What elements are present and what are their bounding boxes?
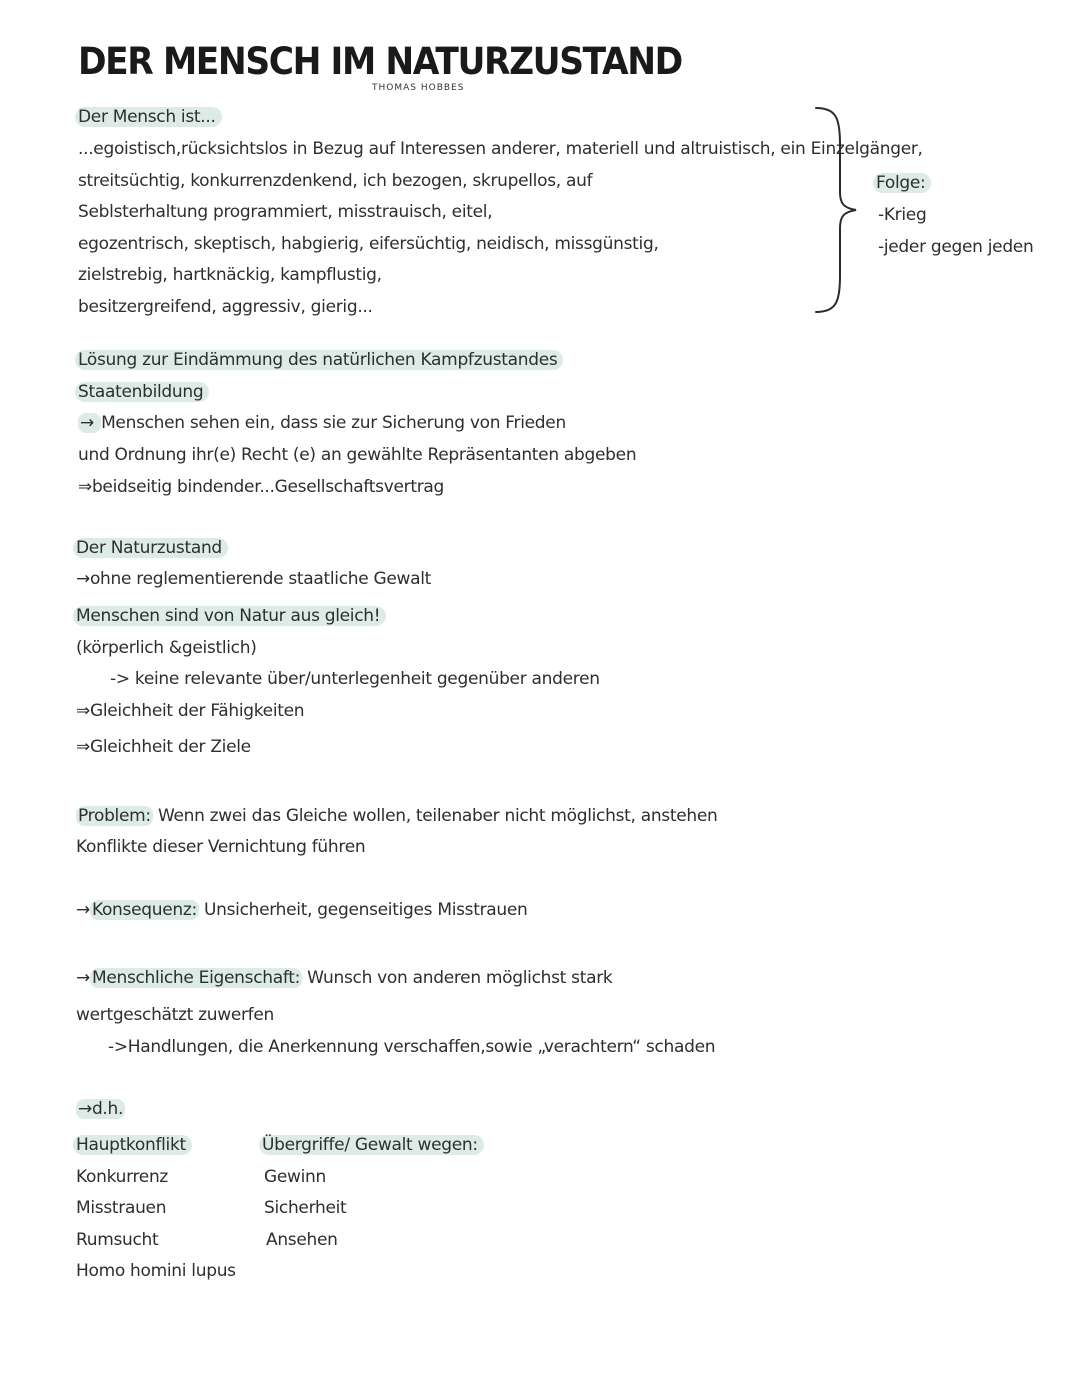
arrow-icon: → bbox=[80, 413, 100, 433]
solution-heading: Lösung zur Eindämmung des natürlichen Kampfzustandes bbox=[78, 349, 563, 371]
nature-line: (körperlich &geistlich) bbox=[76, 638, 257, 658]
right-column-item: Ansehen bbox=[266, 1230, 338, 1250]
consequence-label: Folge: bbox=[876, 172, 931, 194]
konsequenz-line: → Konsequenz: Unsicherheit, gegenseitiges Misstrauen bbox=[76, 900, 528, 920]
author-name: THOMAS HOBBES bbox=[372, 83, 465, 93]
traits-line: streitsüchtig, konkurrenzdenkend, ich bezogen, skrupellos, auf bbox=[78, 171, 593, 191]
traits-line: zielstrebig, hartknäckig, kampflustig, bbox=[78, 265, 382, 285]
right-column-item: Sicherheit bbox=[264, 1198, 347, 1218]
eigenschaft-line: ->Handlungen, die Anerkennung verschaffen,sowie „verachtern“ schaden bbox=[108, 1037, 716, 1057]
solution-line: → Menschen sehen ein, dass sie zur Sicherung von Frieden bbox=[80, 413, 566, 433]
consequence-item: -Krieg bbox=[878, 205, 927, 225]
solution-line: ⇒beidseitig bindender...Gesellschaftsvertrag bbox=[78, 477, 445, 497]
left-column-item: Rumsucht bbox=[76, 1230, 159, 1250]
right-column-heading: Übergriffe/ Gewalt wegen: bbox=[262, 1134, 484, 1156]
problem-line: Problem: Wenn zwei das Gleiche wollen, teilenaber nicht möglichst, anstehen bbox=[78, 806, 718, 826]
solution-subheading: Staatenbildung bbox=[78, 381, 209, 403]
left-column-item: Misstrauen bbox=[76, 1198, 167, 1218]
nature-line: ⇒Gleichheit der Fähigkeiten bbox=[76, 701, 305, 721]
nature-equal: Menschen sind von Natur aus gleich! bbox=[76, 605, 386, 627]
eigenschaft-line: → Menschliche Eigenschaft: Wunsch von anderen möglichst stark bbox=[76, 968, 613, 988]
nature-line: →ohne reglementierende staatliche Gewalt bbox=[76, 569, 432, 589]
traits-line: egozentrisch, skeptisch, habgierig, eifersüchtig, neidisch, missgünstig, bbox=[78, 234, 659, 254]
solution-line: und Ordnung ihr(e) Recht (e) an gewählte Repräsentanten abgeben bbox=[78, 445, 637, 465]
left-column-item: Homo homini lupus bbox=[76, 1261, 236, 1281]
left-column-heading: Hauptkonflikt bbox=[76, 1134, 192, 1156]
traits-line: Seblsterhaltung programmiert, misstrauisch, eitel, bbox=[78, 202, 493, 222]
nature-heading: Der Naturzustand bbox=[76, 537, 228, 559]
curly-brace-icon bbox=[812, 104, 858, 316]
traits-line: ...egoistisch,rücksichtslos in Bezug auf Interessen anderer, materiell und altruistisch, ein Einzelgänger, bbox=[78, 139, 923, 159]
consequence-item: -jeder gegen jeden bbox=[878, 237, 1034, 257]
arrow-icon: → bbox=[76, 900, 90, 920]
traits-heading: Der Mensch ist... bbox=[78, 106, 222, 128]
problem-line: Konflikte dieser Vernichtung führen bbox=[76, 837, 366, 857]
left-column-item: Konkurrenz bbox=[76, 1167, 169, 1187]
page-title: DER MENSCH IM NATURZUSTAND bbox=[78, 40, 682, 83]
right-column-item: Gewinn bbox=[264, 1167, 327, 1187]
arrow-icon: → bbox=[76, 968, 90, 988]
dh-label: →d.h. bbox=[78, 1099, 124, 1119]
nature-line: ⇒Gleichheit der Ziele bbox=[76, 737, 251, 757]
traits-line: besitzergreifend, aggressiv, gierig... bbox=[78, 297, 373, 317]
eigenschaft-line: wertgeschätzt zuwerfen bbox=[76, 1005, 274, 1025]
nature-line: -> keine relevante über/unterlegenheit gegenüber anderen bbox=[110, 669, 600, 689]
